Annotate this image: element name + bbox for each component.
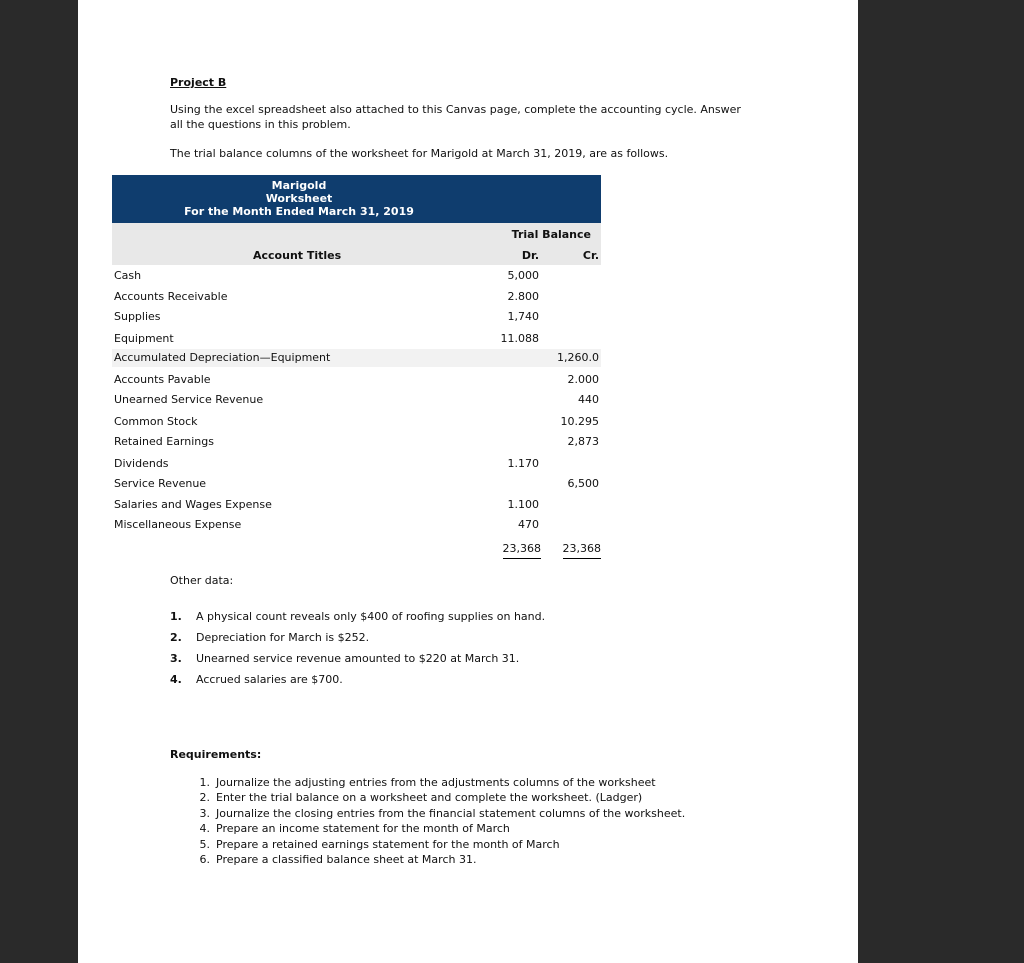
- account-name: Unearned Service Revenue: [114, 393, 264, 406]
- table-row: [112, 496, 601, 514]
- trial-balance-label: Trial Balance: [511, 228, 591, 241]
- account-titles-label: Account Titles: [253, 249, 342, 262]
- account-name: Retained Earnings: [114, 435, 214, 448]
- list-item: [170, 652, 670, 665]
- other-data-label: Other data:: [170, 574, 234, 587]
- debit-value: 1.100: [507, 498, 539, 511]
- table-row: [112, 267, 601, 285]
- worksheet-company: Marigold: [271, 179, 327, 192]
- table-row: [112, 288, 601, 306]
- list-text: Prepare an income statement for the month of March: [216, 822, 510, 836]
- table-row: [112, 391, 601, 409]
- list-number: 4.: [170, 673, 182, 686]
- table-row: [112, 516, 601, 534]
- list-number: 6.: [199, 853, 210, 867]
- list-text: Enter the trial balance on a worksheet and complete the worksheet. (Ladger): [216, 791, 643, 805]
- debit-value: 5,000: [507, 269, 539, 282]
- table-row: [112, 433, 601, 451]
- account-name: Service Revenue: [114, 477, 207, 490]
- account-name: Accounts Pavable: [114, 373, 211, 386]
- list-number: 2.: [170, 631, 182, 644]
- list-number: 2.: [199, 791, 210, 805]
- list-text: Accrued salaries are $700.: [196, 673, 343, 686]
- debit-value: 11.088: [500, 332, 539, 345]
- list-text: Depreciation for March is $252.: [196, 631, 370, 644]
- list-number: 1.: [199, 776, 210, 789]
- list-number: 3.: [199, 806, 210, 820]
- account-name: Supplies: [114, 310, 161, 323]
- debit-value: 2.800: [507, 290, 539, 303]
- credit-label: Cr.: [582, 249, 599, 262]
- table-row: [112, 475, 601, 493]
- credit-value: 440: [578, 393, 599, 406]
- list-item: [188, 837, 685, 852]
- list-item: [170, 673, 670, 686]
- debit-label: Dr.: [521, 249, 539, 262]
- credit-value: 2,873: [567, 435, 599, 448]
- totals-row: [112, 538, 601, 560]
- account-name: Cash: [114, 269, 142, 282]
- list-number: 4.: [199, 822, 210, 836]
- account-name: Dividends: [114, 457, 169, 470]
- total-credit: 23,368: [563, 542, 602, 559]
- list-number: 1.: [170, 610, 182, 623]
- worksheet-column-header: [112, 223, 601, 265]
- table-row: [112, 330, 601, 348]
- debit-value: 470: [518, 518, 539, 531]
- list-text: Unearned service revenue amounted to $220 at March 31.: [196, 652, 520, 665]
- list-item: [170, 631, 670, 644]
- account-name: Miscellaneous Expense: [114, 518, 242, 531]
- list-item: [188, 806, 685, 821]
- list-text: Prepare a classified balance sheet at March 31.: [216, 853, 477, 867]
- account-name: Accumulated Depreciation—Equipment: [114, 351, 331, 364]
- credit-value: 1,260.0: [557, 351, 599, 364]
- intro-line-2: all the questions in this problem.: [170, 118, 351, 131]
- list-text: Journalize the adjusting entries from the adjustments columns of the worksheet: [216, 776, 656, 789]
- table-row: [112, 349, 601, 367]
- list-item: [170, 610, 670, 623]
- list-text: Journalize the closing entries from the financial statement columns of the worksheet.: [216, 806, 686, 820]
- debit-value: 1.170: [507, 457, 539, 470]
- list-text: Prepare a retained earnings statement for the month of March: [216, 837, 560, 851]
- table-row: [112, 371, 601, 389]
- trial-balance-intro: The trial balance columns of the worksheet for Marigold at March 31, 2019, are as follows.: [170, 147, 669, 160]
- list-number: 5.: [199, 837, 210, 851]
- table-row: [112, 455, 601, 473]
- requirements-list: [188, 775, 685, 867]
- account-name: Equipment: [114, 332, 174, 345]
- table-row: [112, 308, 601, 326]
- intro-line-1: Using the excel spreadsheet also attached to this Canvas page, complete the accounting cycle. Answer: [170, 103, 741, 116]
- worksheet-period: For the Month Ended March 31, 2019: [184, 205, 414, 218]
- account-name: Salaries and Wages Expense: [114, 498, 272, 511]
- list-item: [188, 821, 685, 836]
- total-debit: 23,368: [503, 542, 542, 559]
- account-name: Common Stock: [114, 415, 198, 428]
- list-text: A physical count reveals only $400 of roofing supplies on hand.: [196, 610, 546, 623]
- list-item: [188, 790, 685, 805]
- account-name: Accounts Receivable: [114, 290, 228, 303]
- document-page: [78, 0, 858, 963]
- list-number: 3.: [170, 652, 182, 665]
- credit-value: 10.295: [560, 415, 599, 428]
- worksheet-name: Worksheet: [265, 192, 333, 205]
- debit-value: 1,740: [507, 310, 539, 323]
- worksheet-header: [112, 175, 601, 223]
- table-row: [112, 413, 601, 431]
- list-item: [188, 852, 685, 867]
- requirements-label: Requirements:: [170, 748, 262, 761]
- credit-value: 6,500: [567, 477, 599, 490]
- list-item: [188, 775, 685, 790]
- project-title: Project B: [170, 76, 227, 89]
- credit-value: 2.000: [567, 373, 599, 386]
